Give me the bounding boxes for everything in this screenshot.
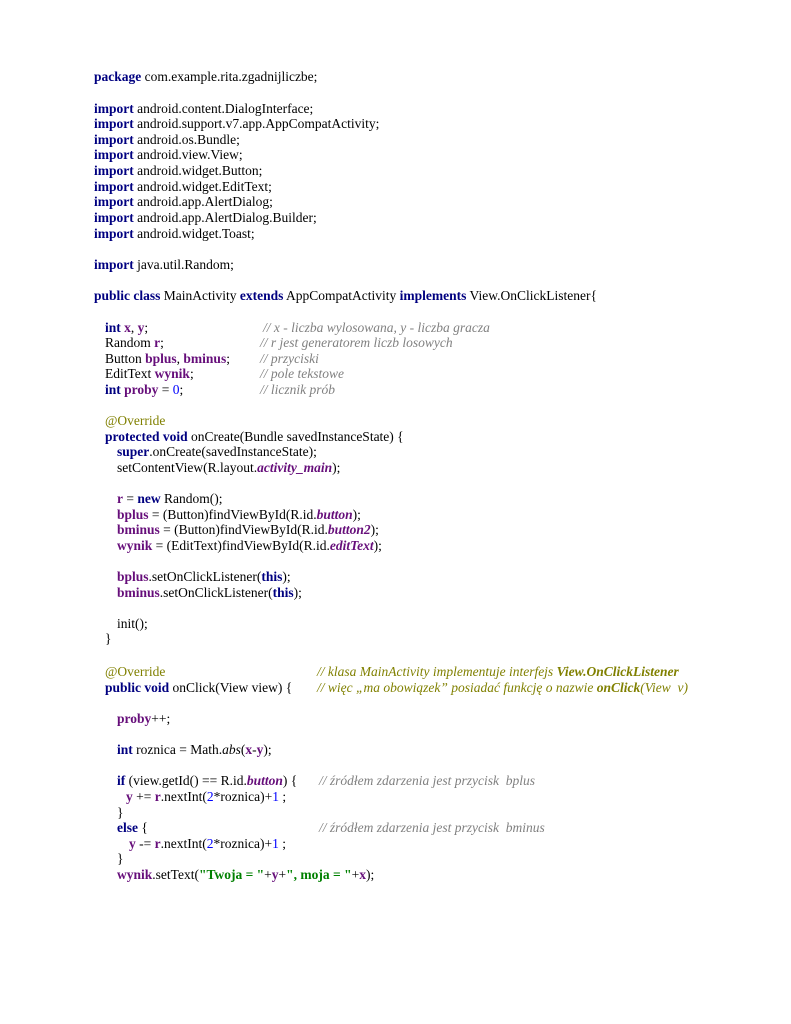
code-token: // źródłem zdarzenia jest przycisk bminus xyxy=(319,820,545,835)
code-token: r xyxy=(154,335,161,350)
code-line xyxy=(260,335,453,350)
code-token: (view.getId() == R.id. xyxy=(125,773,247,788)
code-token: } xyxy=(105,631,112,646)
code-token: .nextInt( xyxy=(160,836,207,851)
code-token: *roznica)+ xyxy=(213,836,273,851)
code-line xyxy=(105,664,165,679)
code-token: .setOnClickListener( xyxy=(148,569,262,584)
code-token: y xyxy=(256,742,264,757)
code-token: 1 xyxy=(272,789,279,804)
code-token: import xyxy=(94,116,134,131)
code-token: // klasa MainActivity implementuje interfejs xyxy=(317,664,557,679)
code-token: setContentView(R.layout. xyxy=(117,460,258,475)
code-token: = (Button)findViewById(R.id. xyxy=(148,507,317,522)
code-token: ); xyxy=(282,569,291,584)
code-line xyxy=(260,382,335,397)
code-token: ); xyxy=(373,538,382,553)
code-token: + xyxy=(264,867,272,882)
code-token: editText xyxy=(329,538,374,553)
code-token: ; xyxy=(278,836,286,851)
code-line xyxy=(117,711,170,726)
code-token: @Override xyxy=(105,664,166,679)
code-token: else xyxy=(117,820,138,835)
code-line xyxy=(117,444,317,459)
code-line xyxy=(263,320,490,335)
code-token: ); xyxy=(332,460,341,475)
code-token: View.OnClickListener{ xyxy=(466,288,597,303)
code-token: android.app.AlertDialog.Builder; xyxy=(133,210,317,225)
code-token: wynik xyxy=(154,366,190,381)
code-line xyxy=(117,569,291,584)
code-line xyxy=(94,257,234,272)
code-line xyxy=(105,335,164,350)
code-token: bminus xyxy=(183,351,227,366)
code-token: bminus xyxy=(117,585,160,600)
code-token: android.view.View; xyxy=(133,147,243,162)
code-token: ); xyxy=(365,867,375,882)
code-line xyxy=(117,820,148,835)
code-token: android.app.AlertDialog; xyxy=(133,194,273,209)
code-token: package xyxy=(94,69,142,84)
code-token: } xyxy=(117,805,124,820)
code-line xyxy=(94,179,272,194)
code-token: proby xyxy=(124,382,159,397)
code-line xyxy=(117,491,223,506)
code-token: button xyxy=(246,773,283,788)
code-line xyxy=(319,820,545,835)
code-token: 0 xyxy=(172,382,180,397)
code-token: x xyxy=(124,320,131,335)
code-token: + xyxy=(278,867,287,882)
code-token: // źródłem zdarzenia jest przycisk bplus xyxy=(319,773,535,788)
code-line xyxy=(105,413,165,428)
code-token: // przyciski xyxy=(260,351,319,366)
code-token: 2 xyxy=(206,789,214,804)
code-token: this xyxy=(272,585,294,600)
code-token: android.widget.Button; xyxy=(133,163,263,178)
code-token: 1 xyxy=(272,836,279,851)
code-token: View.OnClickListener xyxy=(556,664,679,679)
code-token: @Override xyxy=(105,413,166,428)
code-line xyxy=(129,836,286,851)
code-token: = (Button)findViewById(R.id. xyxy=(159,522,328,537)
code-line xyxy=(94,163,262,178)
code-token: activity_main xyxy=(257,460,333,475)
code-token: onClick xyxy=(596,680,641,695)
code-token: import xyxy=(94,132,134,147)
code-line xyxy=(117,773,297,788)
code-token: , xyxy=(176,351,184,366)
code-token: ; xyxy=(189,366,194,381)
code-line xyxy=(117,742,272,757)
code-token: y xyxy=(271,867,279,882)
code-token: , xyxy=(130,320,138,335)
code-line xyxy=(105,366,194,381)
code-line xyxy=(94,210,317,225)
code-token: y xyxy=(137,320,145,335)
code-token: Random xyxy=(105,335,155,350)
code-token: public class xyxy=(94,288,161,303)
code-token: ; xyxy=(144,320,149,335)
code-line xyxy=(94,226,255,241)
code-token: r xyxy=(154,789,161,804)
code-token: y xyxy=(129,836,136,851)
code-line xyxy=(317,680,688,695)
code-token: Button xyxy=(105,351,146,366)
code-token: public void xyxy=(105,680,170,695)
code-line xyxy=(105,429,404,444)
code-token: super xyxy=(117,444,150,459)
code-token: android.widget.Toast; xyxy=(133,226,255,241)
code-token: .setText( xyxy=(152,867,199,882)
code-token: proby xyxy=(117,711,152,726)
code-token: } xyxy=(117,851,124,866)
code-token: java.util.Random; xyxy=(133,257,234,272)
code-token: bplus xyxy=(145,351,177,366)
code-token: ); xyxy=(293,585,302,600)
code-token: com.example.rita.zgadnijliczbe; xyxy=(141,69,318,84)
code-token: ); xyxy=(370,522,379,537)
code-token: import xyxy=(94,147,134,162)
code-line xyxy=(94,116,379,131)
code-token: *roznica)+ xyxy=(213,789,273,804)
code-token: AppCompatActivity xyxy=(283,288,400,303)
code-token: += xyxy=(132,789,155,804)
code-line xyxy=(105,351,230,366)
code-line xyxy=(317,664,679,679)
code-token: // r jest generatorem liczb losowych xyxy=(260,335,453,350)
code-token: int xyxy=(105,320,121,335)
code-token: + xyxy=(351,867,360,882)
code-token: extends xyxy=(239,288,284,303)
code-token: implements xyxy=(399,288,467,303)
code-line xyxy=(94,194,273,209)
code-token: init(); xyxy=(117,616,148,631)
code-token: if xyxy=(117,773,126,788)
code-token: ; xyxy=(160,335,164,350)
code-line xyxy=(105,631,111,646)
code-token: int xyxy=(117,742,133,757)
code-token: r xyxy=(154,836,161,851)
code-token: ", moja = " xyxy=(286,867,352,882)
code-token: -= xyxy=(135,836,155,851)
code-line xyxy=(117,538,382,553)
code-token: r xyxy=(117,491,123,506)
code-line xyxy=(117,805,123,820)
code-token: import xyxy=(94,210,134,225)
code-token: onClick(View view) { xyxy=(169,680,293,695)
code-token: = (EditText)findViewById(R.id. xyxy=(152,538,330,553)
code-token: { xyxy=(138,820,148,835)
code-token: = xyxy=(158,382,173,397)
code-line xyxy=(260,366,344,381)
code-line xyxy=(105,680,292,695)
code-line xyxy=(117,507,361,522)
code-token: EditText xyxy=(105,366,155,381)
code-token: (View v) xyxy=(640,680,688,695)
code-line xyxy=(117,585,302,600)
code-token: ( xyxy=(240,742,246,757)
code-line xyxy=(94,147,243,162)
code-token: import xyxy=(94,179,134,194)
code-token: // więc „ma obowiązek” posiadać funkcję o nazwie xyxy=(317,680,597,695)
code-token: import xyxy=(94,163,134,178)
code-line xyxy=(260,351,319,366)
code-line xyxy=(94,288,597,303)
code-token: wynik xyxy=(117,867,153,882)
code-line xyxy=(105,382,183,397)
code-token: 2 xyxy=(206,836,214,851)
code-token: // licznik prób xyxy=(260,382,335,397)
code-token: // x - liczba wylosowana, y - liczba gracza xyxy=(263,320,490,335)
code-token: x xyxy=(245,742,253,757)
code-line xyxy=(117,522,379,537)
code-token: android.content.DialogInterface; xyxy=(133,101,314,116)
code-token: new xyxy=(137,491,161,506)
code-token: // pole tekstowe xyxy=(260,366,344,381)
code-token: ; xyxy=(278,789,287,804)
code-token: import xyxy=(94,101,134,116)
code-token: y xyxy=(126,789,133,804)
code-token: import xyxy=(94,194,134,209)
code-token: .nextInt( xyxy=(160,789,207,804)
code-line xyxy=(105,320,148,335)
code-token: Random(); xyxy=(160,491,223,506)
code-line xyxy=(117,616,148,631)
code-token: ); xyxy=(352,507,361,522)
code-token: = xyxy=(123,491,138,506)
code-token: bplus xyxy=(117,507,149,522)
code-token: "Twoja = " xyxy=(198,867,265,882)
code-line xyxy=(94,69,317,84)
code-line xyxy=(94,132,240,147)
code-token: bminus xyxy=(117,522,160,537)
code-token: .setOnClickListener( xyxy=(159,585,273,600)
code-token: button2 xyxy=(327,522,371,537)
code-token: ) { xyxy=(282,773,298,788)
code-token: ++; xyxy=(151,711,171,726)
code-token: android.os.Bundle; xyxy=(133,132,240,147)
code-token: ); xyxy=(263,742,272,757)
code-token: ; xyxy=(226,351,230,366)
code-token: this xyxy=(261,569,283,584)
code-line xyxy=(94,101,313,116)
code-token: button xyxy=(316,507,353,522)
code-line xyxy=(117,851,123,866)
code-token: onCreate(Bundle savedInstanceState) { xyxy=(187,429,404,444)
code-token: bplus xyxy=(117,569,149,584)
code-token: import xyxy=(94,257,134,272)
code-token: roznica = Math. xyxy=(132,742,223,757)
code-line xyxy=(117,867,374,882)
code-token: x xyxy=(359,867,366,882)
code-line xyxy=(319,773,535,788)
code-token: android.widget.EditText; xyxy=(133,179,272,194)
code-token: - xyxy=(252,742,257,757)
code-line xyxy=(117,460,340,475)
code-token: import xyxy=(94,226,134,241)
code-token: .onCreate(savedInstanceState); xyxy=(149,444,317,459)
code-token: MainActivity xyxy=(160,288,240,303)
code-token: protected void xyxy=(105,429,188,444)
code-token: wynik xyxy=(117,538,153,553)
code-token: int xyxy=(105,382,121,397)
code-token: android.support.v7.app.AppCompatActivity; xyxy=(133,116,380,131)
code-token: ; xyxy=(179,382,184,397)
code-token: abs xyxy=(222,742,241,757)
code-line xyxy=(126,789,286,804)
